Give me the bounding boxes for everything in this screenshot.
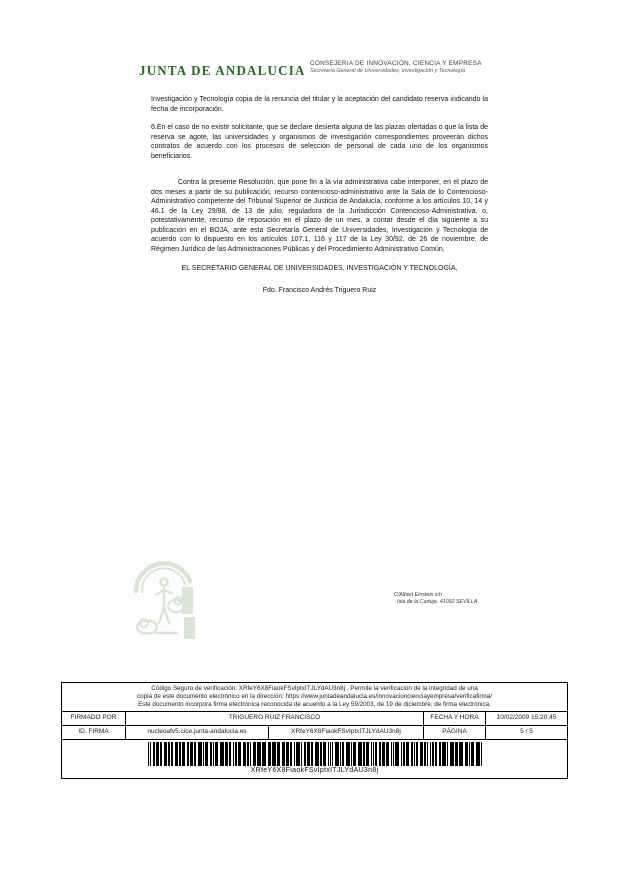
id-firma-server: nucleoafv5.cice.junta-andalucia.es <box>126 726 269 739</box>
office-address <box>394 592 477 606</box>
barcode-label: XRfeY6X8FiaokFSvIptxITJLYdAU3n8j <box>250 767 379 774</box>
csv-line-3: Este documento incorpora firma electrónica reconocida de acuerdo a la Ley 59/2003, de 19 de diciembre, de firma electrónica. <box>138 701 491 708</box>
address-line-2: Isla de la Cartuja. 41092 SEVILLA <box>397 598 478 605</box>
verification-code-text <box>62 683 567 712</box>
id-firma-code: XRfeY6X8FiaokFSvIptxITJLYdAU3n8j <box>269 726 424 739</box>
csv-line-1: Código Seguro de verificación: XRfeY6X8FiaokFSvIptxITJLYdAU3n8j . Permite la verificación de la integridad de una <box>151 685 478 692</box>
id-firma-label: ID. FIRMA <box>62 726 126 739</box>
verification-barcode <box>148 742 482 766</box>
signer-row <box>62 712 567 726</box>
id-firma-row <box>62 726 567 740</box>
paragraph-continuation: Investigación y Tecnología copia de la renuncia del titular y la aceptación del candidato reserva indicando la fecha de incorporación. <box>151 96 488 113</box>
department-subtitle: Secretaría General de Universidades, Investigación y Tecnología <box>310 68 466 74</box>
department-title: CONSEJERIA DE INNOVACION, CIENCIA Y EMPRESA <box>310 60 482 67</box>
paragraph-clause-6: 6.En el caso de no existir solicitante, que se declare desierta alguna de las plazas ofertadas o que la lista de reserva se agote, las universidades y organismos de investigación correspondientes proveerán dichos contratos de acuerdo con los procesos de selección de personal de cada uno de los organismos beneficiarios. <box>151 124 488 160</box>
address-line-1: C/Albert Einstein s/n <box>394 592 442 598</box>
csv-line-2: copia de este documento electrónico en la dirección: https://www.juntadeandalucia.es/innovacioncienciayempresa/verificafirma/ <box>137 693 492 700</box>
signature-title: EL SECRETARIO GENERAL DE UNIVERSIDADES, INVESTIGACIÓN Y TECNOLOGÍA, <box>181 265 458 272</box>
signature-verification-box <box>61 682 568 779</box>
fecha-hora-value: 10/02/2009 15:20:45 <box>496 714 557 721</box>
fecha-hora-label: FECHA Y HORA <box>424 712 486 725</box>
firmado-por-label: FIRMADO POR <box>62 712 126 725</box>
signature-name: Fdo. Francisco Andrés Triguero Ruiz <box>262 287 377 294</box>
firmado-por-value: TRIGUERO RUIZ FRANCISCO <box>126 712 424 725</box>
junta-andalucia-logo: JUNTA DE ANDALUCIA <box>139 62 306 79</box>
barcode-row <box>62 740 567 778</box>
junta-emblem-watermark-icon <box>131 545 201 648</box>
pagina-value: 5 / 5 <box>520 728 533 735</box>
pagina-label: PÁGINA <box>424 726 486 739</box>
paragraph-appeal-notice: Contra la presente Resolución, que pone fin a la vía administrativa cabe interponer, en el plazo de dos meses a partir de su publicación, recurso contencioso-administrativo ante la Sala de lo Contencioso-Administrativo competente del Tribunal Superior de Justicia de Andalucía, conforme a los artículos 10, 14 y 46.1 de la Ley 29/98, de 13 de julio, reguladora de la Jurisdicción Contencioso-Administrativa, o, potestativamente, recurso de reposición en el plazo de un mes, a contar desde el día siguiente a su publicación en el BOJA, ante esta Secretaría General de Universidades, Investigación y Tecnología de acuerdo con lo dispuesto en los artículos 107.1, 116 y 117 de la Ley 30/92, de 26 de noviembre, de Régimen Jurídico de las Administraciones Públicas y del Procedimiento Administrativo Común. <box>151 179 488 253</box>
